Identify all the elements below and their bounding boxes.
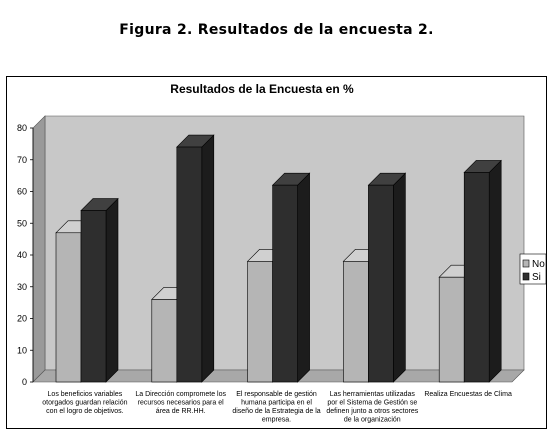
category-label-3 — [232, 391, 320, 424]
category-label-line: de la organización — [343, 416, 401, 424]
y-tick-label: 80 — [16, 123, 27, 133]
y-tick-label: 30 — [16, 281, 27, 292]
category-label-line: Los beneficios variables — [47, 391, 123, 398]
category-label-line: humana participa en el — [241, 399, 312, 407]
category-label-line: por el Sistema de Gestión se — [327, 399, 418, 407]
bar-si-2 — [177, 135, 214, 382]
figure-caption: Figura 2. Resultados de la encuesta 2. — [119, 22, 434, 38]
category-label-line: recursos necesarios para el — [137, 399, 224, 407]
bar-side — [489, 160, 501, 382]
legend-label-si: Si — [532, 272, 541, 283]
bar-si-1 — [81, 199, 118, 382]
y-tick-label: 0 — [21, 377, 27, 387]
y-tick-label: 50 — [16, 218, 27, 229]
category-label-1 — [42, 391, 127, 415]
category-label-line: La Dirección compromete los — [135, 391, 227, 398]
y-tick-label: 20 — [16, 313, 27, 324]
category-label-5 — [424, 391, 512, 398]
category-label-line: área de RR.HH. — [155, 408, 206, 415]
bar-front — [248, 261, 273, 382]
category-label-line: Las herramientas utilizadas — [329, 391, 415, 398]
legend-swatch-si — [523, 273, 529, 280]
bar-front — [152, 299, 177, 382]
category-label-line: con el logro de objetivos. — [46, 408, 124, 415]
category-label-2 — [135, 391, 226, 415]
bar-si-3 — [273, 173, 310, 382]
y-tick-label: 10 — [16, 345, 27, 356]
bar-side — [202, 135, 214, 382]
bar-side — [393, 173, 405, 382]
bar-si-5 — [464, 160, 501, 382]
category-label-line: definen junto a otros sectores — [326, 408, 419, 415]
category-label-line: Realiza Encuestas de Clima — [424, 391, 512, 398]
bar-front — [343, 261, 368, 382]
y-tick-label: 40 — [16, 250, 27, 260]
y-axis — [17, 123, 33, 387]
category-label-line: diseño de la Estrategia de la — [232, 408, 321, 415]
x-axis-labels — [42, 391, 512, 424]
category-label-4 — [326, 391, 418, 424]
bar-front — [56, 233, 81, 382]
legend-swatch-no — [523, 260, 529, 267]
bar-front — [177, 147, 202, 382]
bar-front — [273, 185, 298, 382]
legend — [520, 254, 546, 284]
bar-side — [106, 199, 118, 382]
bar-front — [439, 277, 464, 382]
bar-front — [81, 211, 106, 382]
side-wall — [33, 116, 45, 382]
legend-label-no: No — [532, 259, 545, 270]
y-tick-label: 60 — [16, 186, 27, 197]
category-label-line: otorgados guardan relación — [42, 399, 128, 407]
bar-front — [464, 172, 489, 382]
bar-side — [298, 173, 310, 382]
chart-title: Resultados de la Encuesta en % — [170, 82, 354, 96]
y-tick-label: 70 — [16, 154, 27, 165]
category-label-line: empresa. — [261, 416, 292, 424]
bar-front — [368, 185, 393, 382]
bar-si-4 — [368, 173, 405, 382]
category-label-line: El responsable de gestión — [236, 391, 317, 398]
